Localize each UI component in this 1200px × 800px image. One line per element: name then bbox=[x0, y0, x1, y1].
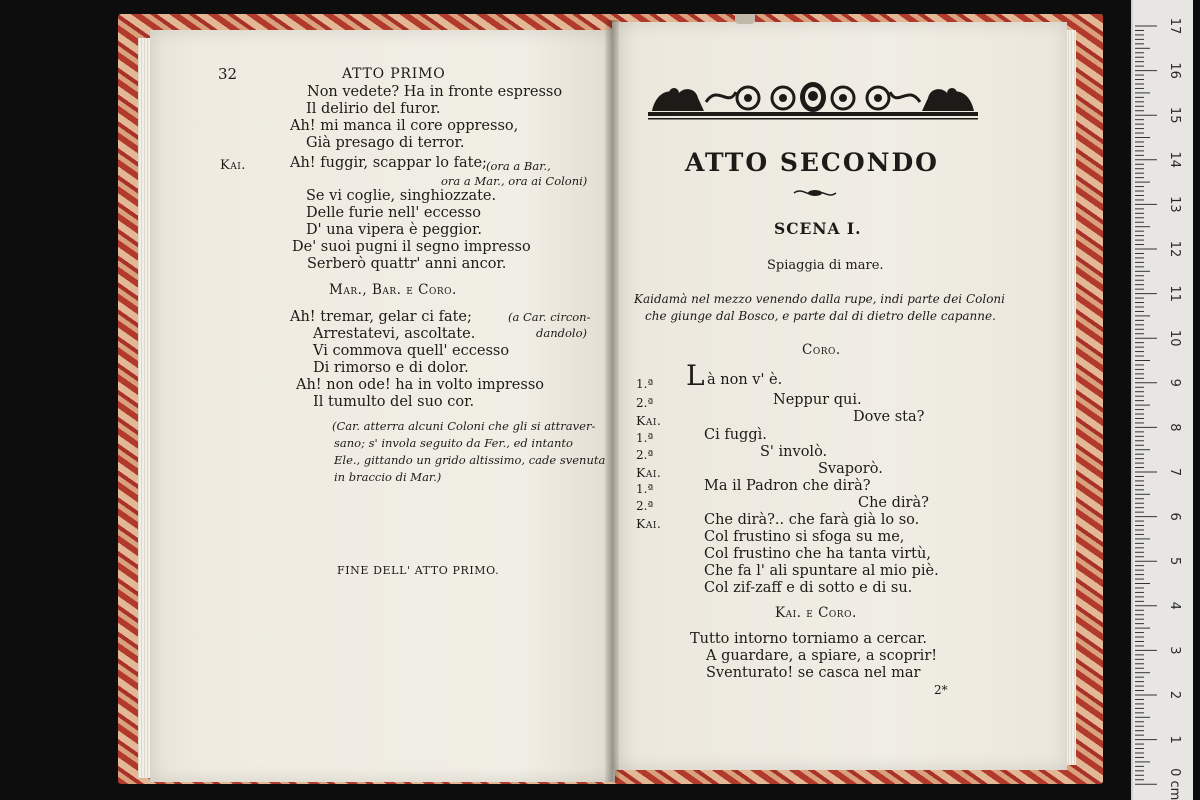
verse-line: Delle furie nell' eccesso bbox=[306, 205, 481, 221]
ruler-label: 3 bbox=[1167, 646, 1182, 655]
verse-line: Il tumulto del suo cor. bbox=[313, 394, 475, 410]
speaker-label: Kai. bbox=[636, 516, 662, 531]
act-title: ATTO SECONDO bbox=[685, 148, 939, 177]
stage-direction: (a Car. circon- bbox=[508, 310, 591, 324]
stage-direction: Kaidamà nel mezzo venendo dalla rupe, indi parte dei Coloni bbox=[634, 292, 1005, 306]
verse-line: Vi commova quell' eccesso bbox=[313, 343, 510, 359]
verse-line: Arrestatevi, ascoltate. bbox=[313, 326, 476, 342]
verse-line: Già presago di terror. bbox=[306, 135, 465, 151]
stage-direction: (Car. atterra alcuni Coloni che gli si attraver- bbox=[332, 419, 596, 433]
dialogue-line: S' involò. bbox=[760, 444, 828, 460]
verse-line: D' una vipera è peggior. bbox=[306, 222, 482, 238]
ornament-headpiece bbox=[648, 78, 978, 124]
dialogue-line: Ma il Padron che dirà? bbox=[704, 478, 871, 494]
ruler-label: 2 bbox=[1167, 690, 1182, 700]
stage-direction: ora a Mar., ora ai Coloni) bbox=[441, 174, 588, 188]
end-of-act: FINE DELL' ATTO PRIMO. bbox=[337, 564, 500, 577]
stage-direction: (ora a Bar., bbox=[486, 159, 551, 173]
speaker-label: Kai. bbox=[220, 158, 246, 173]
ruler-label: 13 bbox=[1167, 196, 1182, 213]
ruler-label: 8 bbox=[1167, 423, 1182, 432]
verse-line: Ah! fuggir, scappar lo fate; bbox=[290, 155, 487, 171]
ruler-label: 15 bbox=[1167, 106, 1182, 124]
ruler-label: 1 bbox=[1167, 735, 1182, 744]
verse-line: Se vi coglie, singhiozzate. bbox=[306, 188, 497, 204]
stage-direction: Ele., gittando un grido altissimo, cade svenuta bbox=[334, 453, 606, 467]
dialogue-line: à non v' è. bbox=[707, 372, 783, 388]
ruler-label: 5 bbox=[1167, 557, 1182, 566]
ruler-label: 6 bbox=[1167, 512, 1182, 521]
verse-line: Ah! non ode! ha in volto impresso bbox=[296, 377, 544, 393]
dialogue-line: Neppur qui. bbox=[773, 392, 862, 408]
ruler-ticks bbox=[1133, 0, 1193, 800]
measuring-ruler bbox=[1131, 0, 1193, 800]
scene-title: SCENA I. bbox=[774, 219, 862, 238]
verse-line: Col zif-zaff e di sotto e di su. bbox=[704, 580, 913, 596]
scene-setting: Spiaggia di mare. bbox=[767, 258, 884, 273]
speaker-label: Kai. bbox=[636, 413, 662, 428]
dialogue-line: Che dirà?.. che farà già lo so. bbox=[704, 512, 920, 528]
ruler-label: 16 bbox=[1167, 62, 1182, 79]
verse-line: Il delirio del furor. bbox=[306, 101, 441, 117]
ruler-label: 11 bbox=[1167, 285, 1182, 302]
verse-line: Ah! mi manca il core oppresso, bbox=[290, 118, 519, 134]
stage-direction: dandolo) bbox=[536, 326, 587, 340]
speaker-label: Kai. bbox=[636, 465, 662, 480]
verse-line: Tutto intorno torniamo a cercar. bbox=[690, 631, 927, 647]
verse-line: Sventurato! se casca nel mar bbox=[706, 665, 921, 681]
verse-line: Col frustino si sfoga su me, bbox=[704, 529, 905, 545]
ruler-label: 14 bbox=[1167, 151, 1182, 169]
ruler-label: 7 bbox=[1167, 467, 1182, 477]
verse-line: Non vedete? Ha in fronte espresso bbox=[307, 84, 563, 100]
book-gutter bbox=[605, 20, 619, 782]
ruler-label: 0 cm bbox=[1167, 768, 1182, 800]
drop-capital: L bbox=[686, 359, 705, 392]
verse-line: A guardare, a spiare, a scoprir! bbox=[706, 648, 938, 664]
ruler-label: 9 bbox=[1167, 378, 1182, 387]
page-number: 32 bbox=[218, 65, 238, 83]
stage-direction: sano; s' invola seguito da Fer., ed intanto bbox=[334, 436, 573, 450]
speaker-label: 2.ª bbox=[636, 448, 654, 462]
speakers-heading: Mar., Bar. e Coro. bbox=[329, 282, 457, 298]
verse-line: De' suoi pugni il segno impresso bbox=[292, 239, 531, 255]
speaker-label: 1.ª bbox=[636, 431, 654, 445]
verse-line: Che fa l' ali spuntare al mio piè. bbox=[704, 563, 939, 579]
chorus-heading: Coro. bbox=[802, 342, 841, 358]
dialogue-line: Svaporò. bbox=[818, 461, 883, 477]
stage-direction: che giunge dal Bosco, e parte dal di dietro delle capanne. bbox=[645, 309, 996, 323]
speaker-label: 2.ª bbox=[636, 396, 654, 410]
running-head: ATTO PRIMO bbox=[342, 66, 446, 82]
speaker-label: 1.ª bbox=[636, 482, 654, 496]
verse-line: Di rimorso e di dolor. bbox=[313, 360, 469, 376]
ruler-label: 4 bbox=[1167, 601, 1182, 610]
verse-line: Ah! tremar, gelar ci fate; bbox=[290, 309, 472, 325]
stage-direction: in braccio di Mar.) bbox=[334, 470, 442, 484]
bookmark-ribbon bbox=[735, 14, 755, 24]
verse-line: Serberò quattr' anni ancor. bbox=[307, 256, 507, 272]
dialogue-line: Ci fuggì. bbox=[704, 427, 767, 443]
ruler-label: 10 bbox=[1167, 329, 1182, 347]
flourish-divider bbox=[792, 187, 838, 199]
ruler-label: 12 bbox=[1167, 240, 1182, 258]
speakers-heading: Kai. e Coro. bbox=[775, 605, 857, 621]
verse-line: Col frustino che ha tanta virtù, bbox=[704, 546, 931, 562]
signature-mark: 2* bbox=[934, 683, 948, 697]
speaker-label: 2.ª bbox=[636, 499, 654, 513]
dialogue-line: Che dirà? bbox=[858, 495, 929, 511]
ruler-label: 17 bbox=[1167, 17, 1182, 35]
speaker-label: 1.ª bbox=[636, 377, 654, 391]
dialogue-line: Dove sta? bbox=[853, 409, 925, 425]
